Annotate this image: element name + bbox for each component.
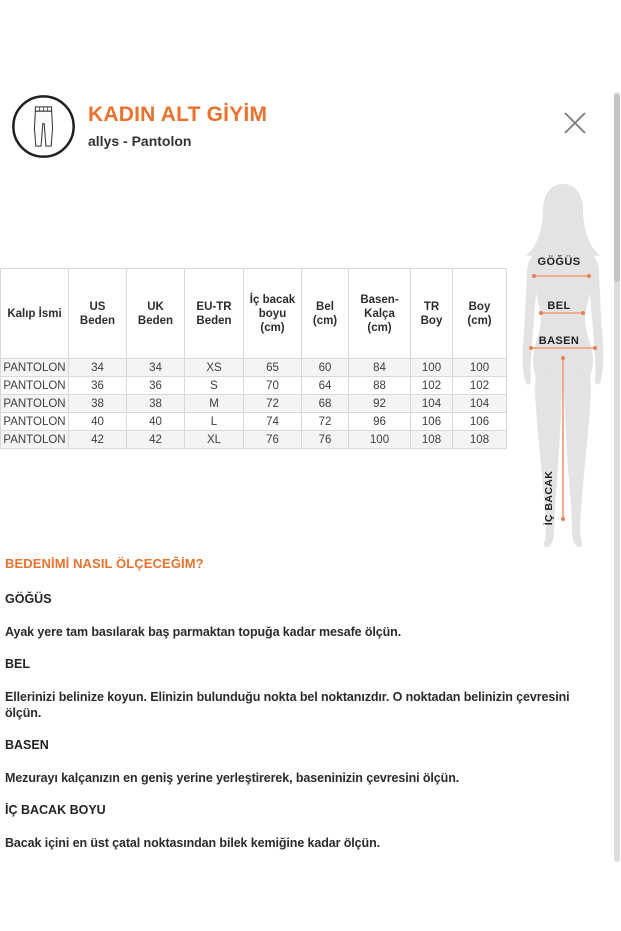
table-cell: PANTOLON xyxy=(1,431,69,449)
table-cell: 64 xyxy=(302,377,349,395)
table-cell: 34 xyxy=(127,359,185,377)
table-row xyxy=(1,377,507,395)
table-cell: 68 xyxy=(302,395,349,413)
column-header: Basen-Kalça (cm) xyxy=(349,269,411,359)
table-row xyxy=(1,395,507,413)
table-cell: 76 xyxy=(302,431,349,449)
table-cell: 96 xyxy=(349,413,411,431)
scrollbar-track[interactable] xyxy=(614,92,620,862)
table-cell: 76 xyxy=(244,431,302,449)
table-cell: PANTOLON xyxy=(1,413,69,431)
table-cell: 108 xyxy=(411,431,453,449)
female-silhouette xyxy=(500,160,618,560)
table-cell: 65 xyxy=(244,359,302,377)
table-cell: 102 xyxy=(411,377,453,395)
table-cell: 106 xyxy=(411,413,453,431)
table-cell: 36 xyxy=(127,377,185,395)
guide-section-heading: BASEN xyxy=(5,738,49,752)
table-cell: M xyxy=(185,395,244,413)
scrollbar-thumb[interactable] xyxy=(614,94,620,282)
inseam-measure-label: İÇ BACAK xyxy=(543,470,555,526)
column-header: TR Boy xyxy=(411,269,453,359)
guide-section-heading: GÖĞÜS xyxy=(5,592,52,606)
column-header: Boy (cm) xyxy=(453,269,507,359)
table-cell: 38 xyxy=(127,395,185,413)
table-cell: 42 xyxy=(69,431,127,449)
table-cell: 72 xyxy=(244,395,302,413)
table-cell: 88 xyxy=(349,377,411,395)
inseam-measure-line xyxy=(562,357,564,520)
table-header-row xyxy=(1,269,507,359)
table-cell: 38 xyxy=(69,395,127,413)
table-cell: 42 xyxy=(127,431,185,449)
close-icon[interactable] xyxy=(560,108,590,138)
chest-measure-label: GÖĞÜS xyxy=(537,256,581,268)
column-header: Bel (cm) xyxy=(302,269,349,359)
table-row xyxy=(1,359,507,377)
table-cell: 40 xyxy=(69,413,127,431)
table-cell: PANTOLON xyxy=(1,377,69,395)
table-cell: 104 xyxy=(453,395,507,413)
table-cell: 84 xyxy=(349,359,411,377)
guide-section-heading: BEL xyxy=(5,657,30,671)
guide-section-heading: İÇ BACAK BOYU xyxy=(5,803,106,817)
hip-measure-line xyxy=(530,347,596,349)
table-cell: 108 xyxy=(453,431,507,449)
table-cell: 60 xyxy=(302,359,349,377)
table-cell: XL xyxy=(185,431,244,449)
table-cell: 74 xyxy=(244,413,302,431)
table-cell: 106 xyxy=(453,413,507,431)
table-cell: 34 xyxy=(69,359,127,377)
table-cell: PANTOLON xyxy=(1,395,69,413)
table-cell: 100 xyxy=(453,359,507,377)
table-cell: 104 xyxy=(411,395,453,413)
guide-section-text: Ayak yere tam basılarak baş parmaktan topuğa kadar mesafe ölçün. xyxy=(5,625,402,639)
table-cell: 100 xyxy=(349,431,411,449)
guide-section-text: Bacak içini en üst çatal noktasından bilek kemiğine kadar ölçün. xyxy=(5,836,380,850)
size-table xyxy=(0,268,507,449)
column-header: US Beden xyxy=(69,269,127,359)
table-cell: L xyxy=(185,413,244,431)
column-header: İç bacak boyu (cm) xyxy=(244,269,302,359)
measuring-guide xyxy=(5,556,601,868)
guide-section-text: Mezurayı kalçanızın en geniş yerine yerleştirerek, baseninizin çevresini ölçün. xyxy=(5,771,460,785)
pants-icon xyxy=(10,93,77,160)
table-cell: 40 xyxy=(127,413,185,431)
table-row xyxy=(1,431,507,449)
table-cell: PANTOLON xyxy=(1,359,69,377)
table-cell: XS xyxy=(185,359,244,377)
column-header: EU-TR Beden xyxy=(185,269,244,359)
body-measurement-figure xyxy=(500,160,618,560)
guide-title: BEDENİMİ NASIL ÖLÇECEĞİM? xyxy=(5,556,204,571)
guide-section-text: Ellerinizi belinize koyun. Elinizin bulunduğu nokta bel noktanızdır. O noktadan belinizin çevresini ölçün. xyxy=(5,690,570,720)
column-header: UK Beden xyxy=(127,269,185,359)
waist-measure-label: BEL xyxy=(547,300,571,312)
brand-product-label: allys - Pantolon xyxy=(88,133,192,149)
waist-measure-line xyxy=(540,312,584,314)
table-row xyxy=(1,413,507,431)
table-cell: 100 xyxy=(411,359,453,377)
chest-measure-line xyxy=(533,275,590,277)
table-cell: 102 xyxy=(453,377,507,395)
page-title: KADIN ALT GİYİM xyxy=(88,103,268,126)
table-cell: S xyxy=(185,377,244,395)
table-cell: 36 xyxy=(69,377,127,395)
header-titles xyxy=(88,103,267,149)
table-cell: 72 xyxy=(302,413,349,431)
column-header: Kalıp İsmi xyxy=(1,269,69,359)
hip-measure-label: BASEN xyxy=(538,335,580,347)
table-cell: 70 xyxy=(244,377,302,395)
table-cell: 92 xyxy=(349,395,411,413)
